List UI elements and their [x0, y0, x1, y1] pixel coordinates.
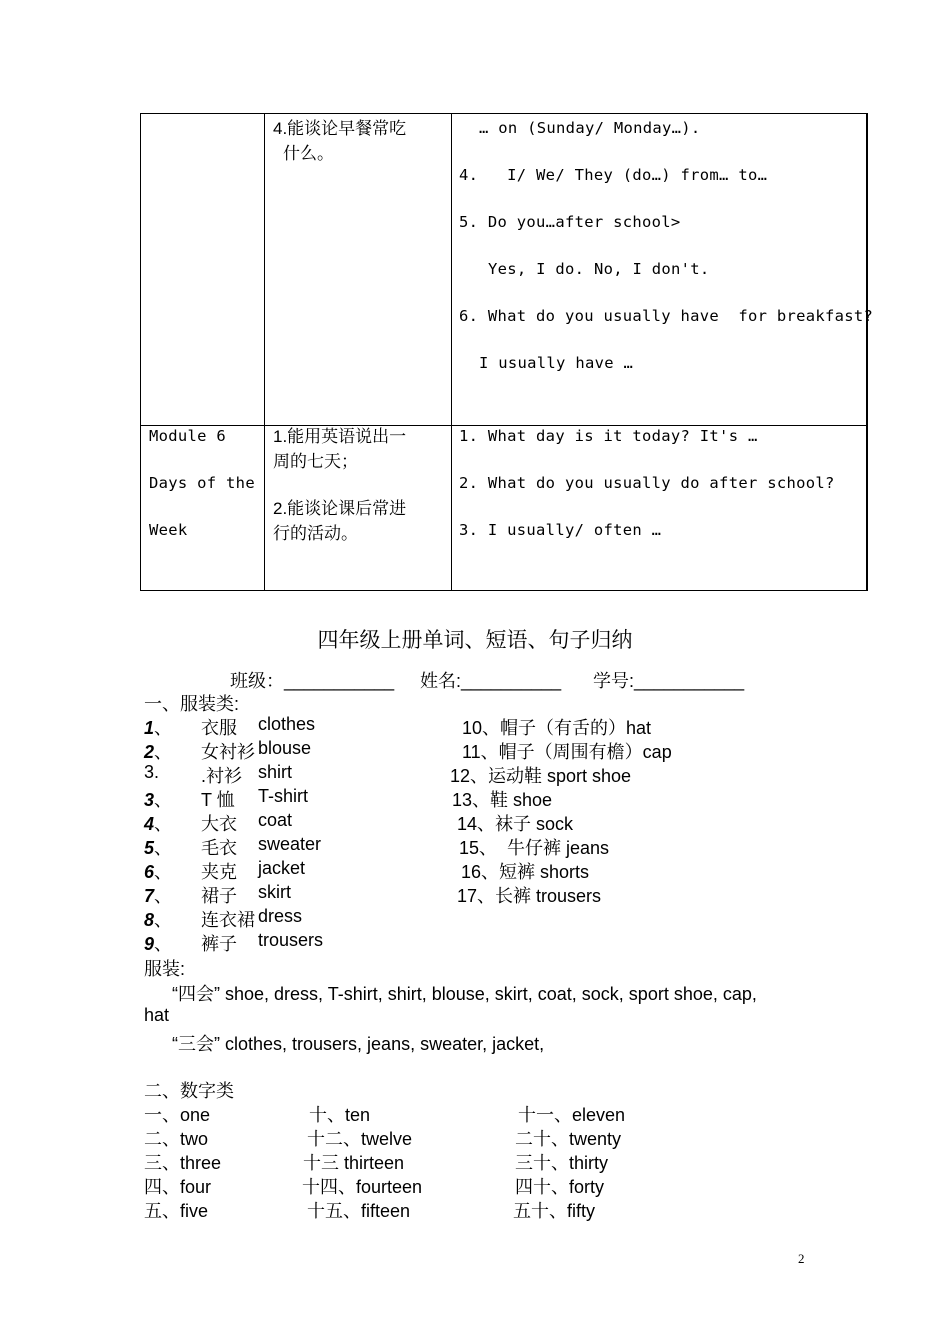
table-cell-text: 周的七天； [273, 452, 358, 471]
table-cell-text: 6. What do you usually have for breakfast? [459, 307, 874, 325]
clothing-item-english: dress [258, 906, 303, 926]
clothing-item-chinese: 夹克 [201, 862, 237, 882]
number-word: 三、three [144, 1153, 222, 1173]
number-word: 十五、fifteen [307, 1201, 411, 1221]
item-separator: 、 [154, 886, 173, 906]
number-word: 三十、thirty [515, 1153, 609, 1173]
item-separator: 、 [154, 838, 173, 858]
number-word: 二十、twenty [515, 1129, 622, 1149]
item-index: 3 [144, 790, 155, 810]
item-separator: 、 [154, 718, 173, 738]
clothing-item-chinese: 裤子 [201, 934, 237, 954]
item-index: 4 [144, 814, 155, 834]
number-word: 四、four [144, 1177, 212, 1197]
student-id-field-label: 学号:___________ [593, 671, 745, 691]
clothing-item-english: shirt [258, 762, 293, 782]
item-index: 7 [144, 886, 155, 906]
clothing-item: 14、袜子 sock [457, 814, 574, 834]
page-title: 四年级上册单词、短语、句子归纳 [317, 628, 633, 652]
clothing-item-number [144, 738, 172, 764]
clothing-item: 11、帽子（周围有檐）cap [462, 742, 672, 762]
clothing-item-chinese: 裙子 [201, 886, 237, 906]
number-word: 十、ten [309, 1105, 371, 1125]
section-heading-clothing: 一、服装类: [144, 694, 240, 714]
table-cell-text: … on (Sunday/ Monday…). [479, 119, 701, 137]
number-word: 二、two [144, 1129, 209, 1149]
table-cell-text: 3. I usually/ often … [459, 521, 662, 539]
page-number: 2 [798, 1251, 805, 1266]
item-index: 1 [144, 718, 155, 738]
name-field-label: 姓名:__________ [420, 671, 562, 691]
item-index: 8 [144, 910, 155, 930]
table-cell-text: 2. What do you usually do after school? [459, 474, 835, 492]
four-skills-words-continued: hat [144, 1005, 170, 1025]
table-column-divider [264, 114, 265, 590]
table-cell-text: I usually have … [479, 354, 634, 372]
item-separator: 、 [154, 742, 173, 762]
clothing-item-english: T-shirt [258, 786, 309, 806]
clothing-item-chinese: 连衣裙 [201, 910, 255, 930]
item-index: 6 [144, 862, 155, 882]
clothing-item-number [144, 882, 172, 908]
clothing-item-english: blouse [258, 738, 312, 758]
clothing-item-number [144, 906, 172, 932]
clothing-item-chinese: T 恤 [201, 790, 235, 810]
number-word: 四十、forty [515, 1177, 605, 1197]
number-word: 五、five [144, 1201, 209, 1221]
table-cell-text: 1.能用英语说出一 [273, 427, 407, 446]
number-word: 五十、fifty [513, 1201, 596, 1221]
curriculum-table [140, 113, 874, 591]
clothing-item-number [144, 858, 172, 884]
table-cell-text: 4.能谈论早餐常吃 [273, 119, 407, 138]
clothing-item-number [144, 930, 172, 956]
clothing-item-chinese: 衣服 [201, 718, 237, 738]
clothing-item-number [144, 762, 159, 783]
item-separator: 、 [154, 814, 173, 834]
clothing-item-chinese: .衬衫 [201, 766, 243, 786]
clothing-item: 12、运动鞋 sport shoe [450, 766, 632, 786]
table-row-divider [141, 425, 866, 426]
item-index: 3. [144, 762, 160, 782]
clothing-item-english: trousers [258, 930, 324, 950]
item-index: 5 [144, 838, 155, 858]
item-index: 2 [144, 742, 155, 762]
clothing-item-english: skirt [258, 882, 291, 902]
clothing-item: 13、鞋 shoe [452, 790, 553, 810]
clothing-item: 15、 牛仔裤 jeans [459, 838, 610, 858]
number-word: 十四、fourteen [302, 1177, 423, 1197]
module-label: Module 6 [149, 427, 227, 445]
clothing-item-chinese: 毛衣 [201, 838, 237, 858]
clothing-summary-label: 服装: [144, 959, 186, 979]
class-field-label: 班级：___________ [230, 671, 395, 691]
clothing-item-number [144, 714, 172, 740]
module-label: Week [149, 521, 188, 539]
item-separator: 、 [154, 910, 173, 930]
item-separator: 、 [154, 790, 173, 810]
table-cell-text: 1. What day is it today? It's … [459, 427, 758, 445]
table-cell-text: 行的活动。 [273, 524, 358, 543]
table-cell-text: 4. I/ We/ They (do…) from… to… [459, 166, 768, 184]
clothing-item-english: clothes [258, 714, 316, 734]
clothing-item-english: sweater [258, 834, 322, 854]
clothing-item-english: coat [258, 810, 293, 830]
table-cell-text: 2.能谈论课后常进 [273, 499, 407, 518]
three-skills-words: “三会” clothes, trousers, jeans, sweater, jacket, [172, 1034, 545, 1054]
number-word: 十一、eleven [518, 1105, 626, 1125]
table-cell-text: 什么。 [283, 144, 334, 163]
table-cell-text: 5. Do you…after school> [459, 213, 681, 231]
four-skills-words: “四会” shoe, dress, T-shirt, shirt, blouse, skirt, coat, sock, sport shoe, cap, [172, 984, 757, 1004]
table-cell-text: Yes, I do. No, I don't. [488, 260, 710, 278]
clothing-item-english: jacket [258, 858, 306, 878]
module-label: Days of the [149, 474, 255, 492]
section-heading-numbers: 二、数字类 [144, 1081, 234, 1101]
item-index: 9 [144, 934, 155, 954]
number-word: 十二、twelve [307, 1129, 413, 1149]
clothing-item-chinese: 女衬衫 [201, 742, 255, 762]
clothing-item: 16、短裤 shorts [461, 862, 590, 882]
item-separator: 、 [154, 934, 173, 954]
clothing-item-chinese: 大衣 [201, 814, 237, 834]
number-word: 十三 thirteen [303, 1153, 405, 1173]
number-word: 一、one [144, 1105, 211, 1125]
clothing-item: 10、帽子（有舌的）hat [462, 718, 652, 738]
clothing-item-number [144, 810, 172, 836]
item-separator: 、 [154, 862, 173, 882]
table-column-divider [451, 114, 452, 590]
clothing-item: 17、长裤 trousers [457, 886, 602, 906]
clothing-item-number [144, 834, 172, 860]
clothing-item-number [144, 786, 172, 812]
